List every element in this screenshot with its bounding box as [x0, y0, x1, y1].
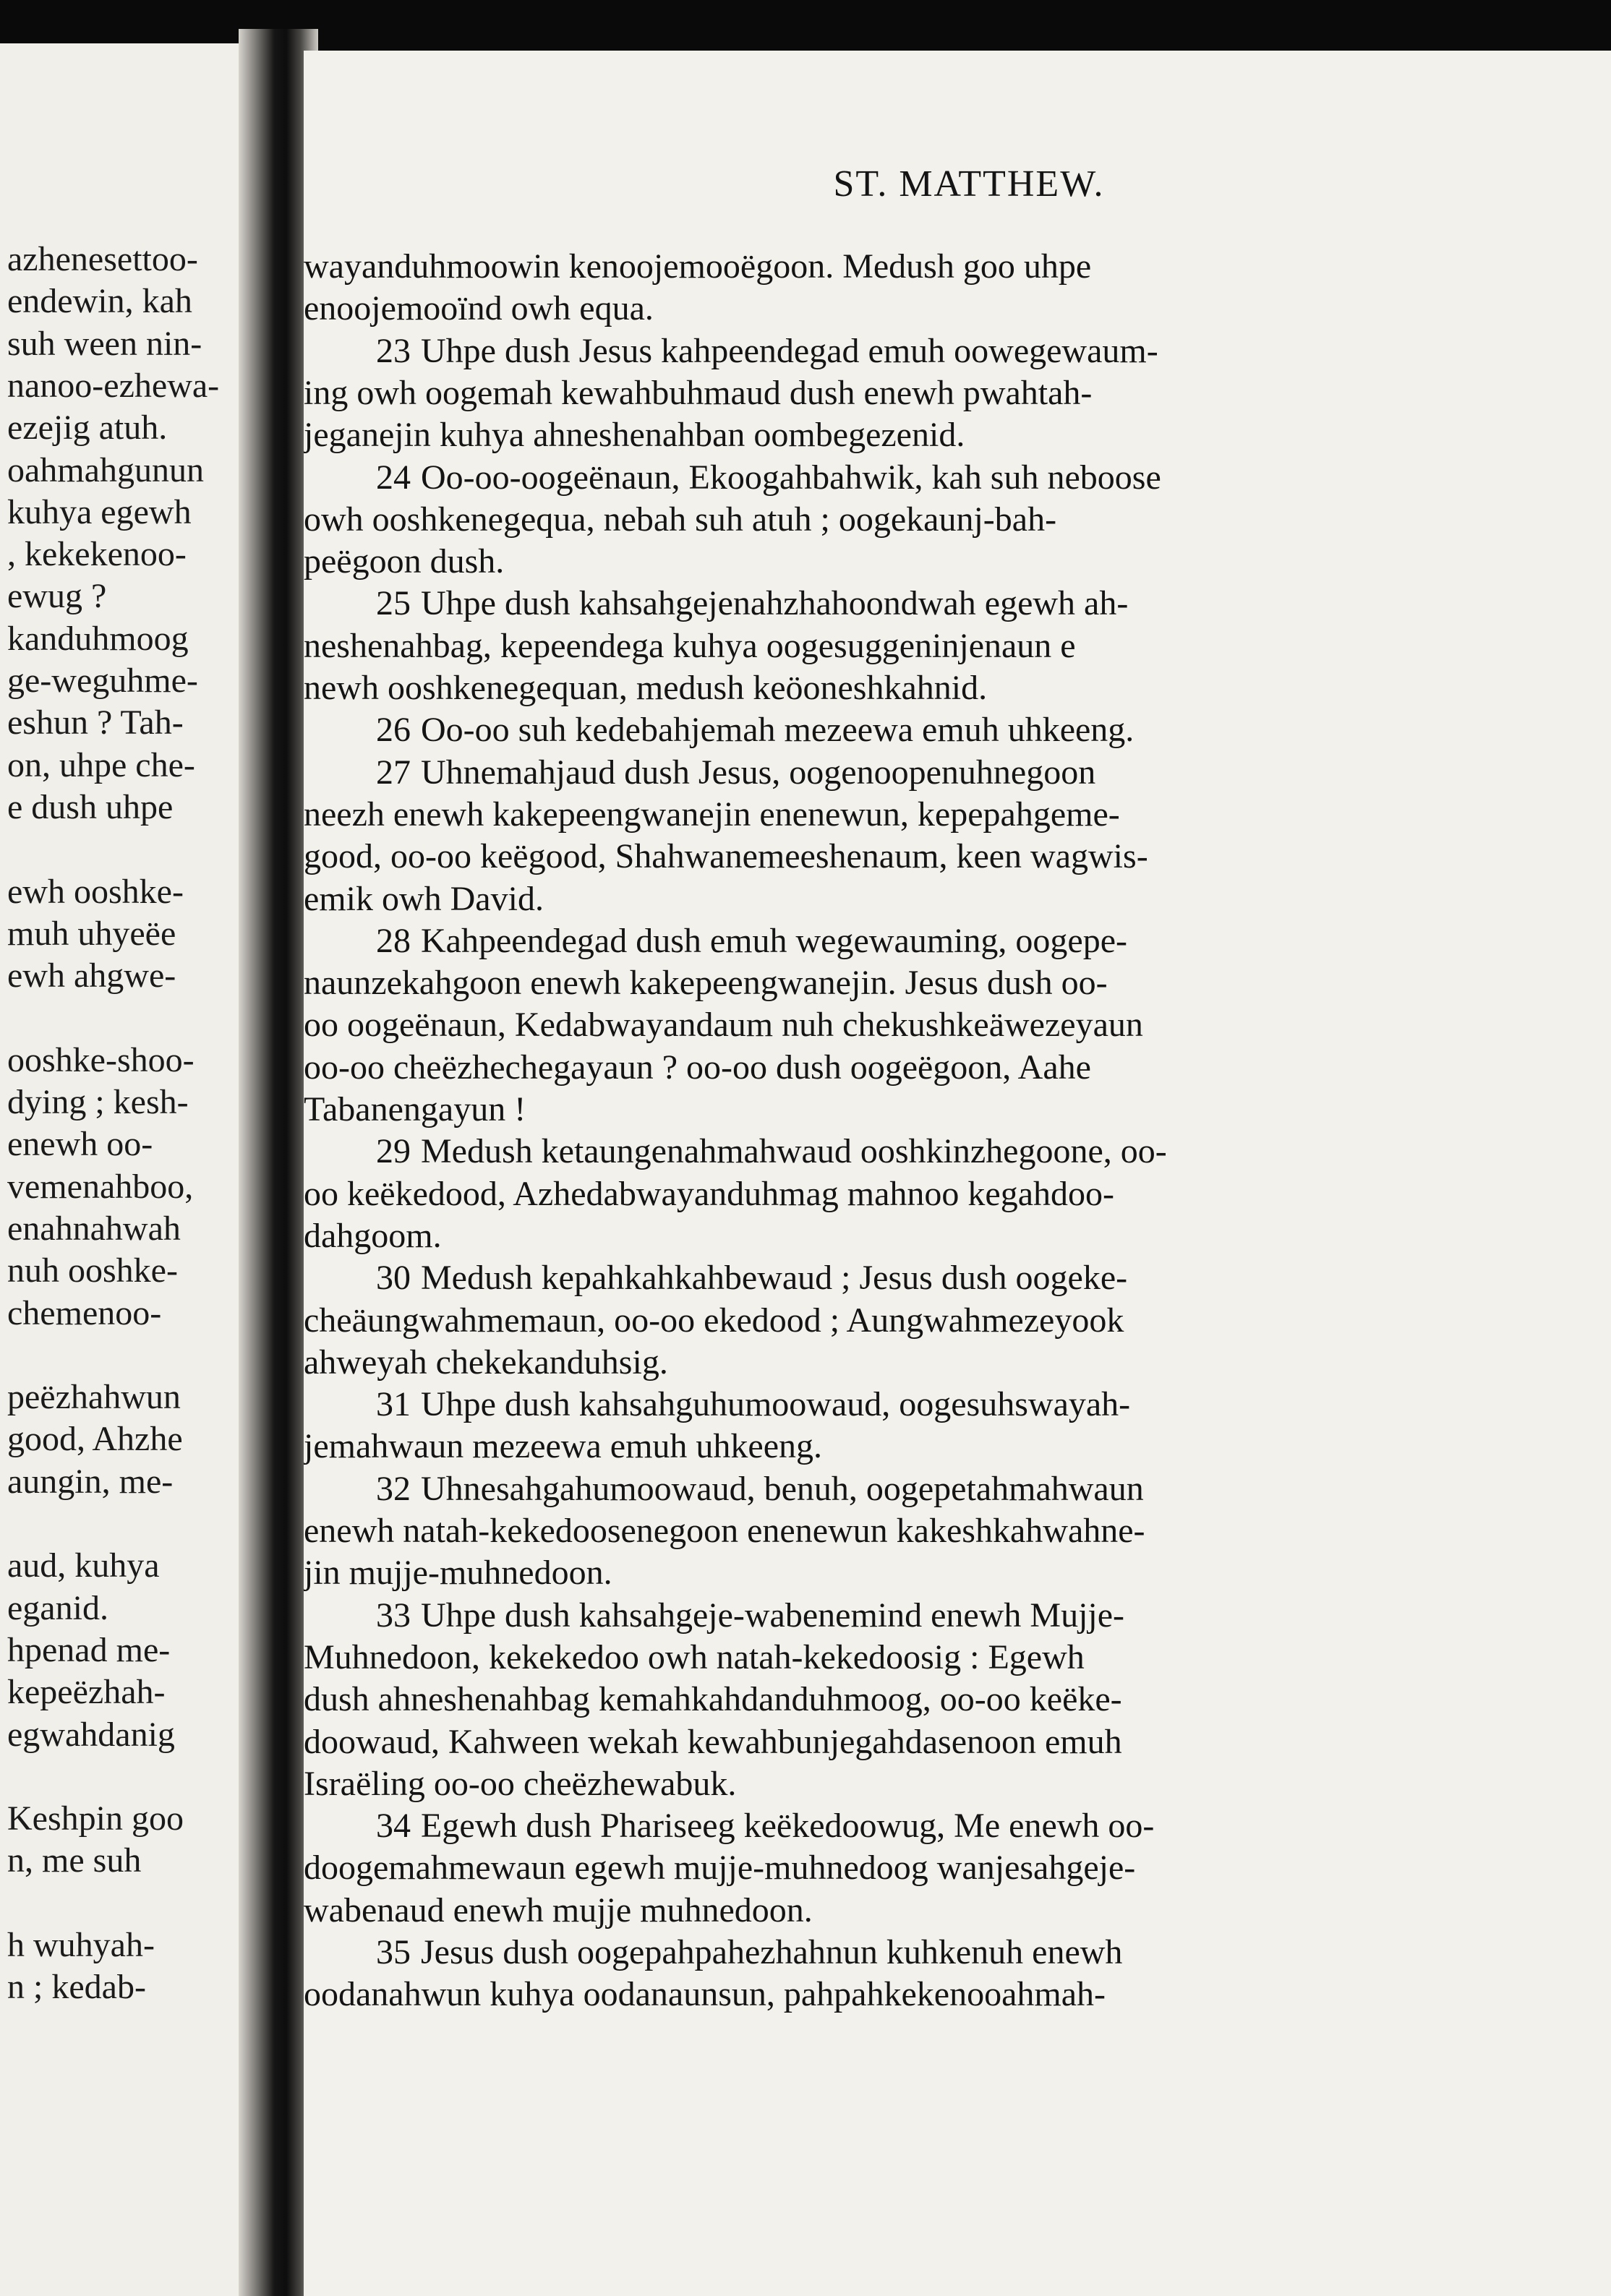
verse-number: 31: [376, 1385, 411, 1424]
text-line: [304, 1300, 1124, 1342]
text-line: [304, 962, 1108, 1004]
left-page-line: muh uhyeëe: [7, 914, 176, 953]
verse-number: 24: [376, 458, 411, 497]
line-text: Uhpe dush Jesus kahpeendegad emuh oowegewaum-: [421, 331, 1158, 370]
line-text: doogemahmewaun egewh mujje-muhnedoog wanjesahgeje-: [304, 1849, 1136, 1888]
text-line: [304, 1721, 1122, 1763]
left-page-line: oahmahgunun: [7, 450, 204, 489]
verse-number: 32: [376, 1469, 411, 1508]
left-page-line: azhenesettoo-: [7, 240, 198, 278]
left-page-line: ge-weguhme-: [7, 661, 198, 700]
left-page-line: ewug ?: [7, 577, 107, 616]
text-line: [304, 288, 654, 330]
left-page-line: on, uhpe che-: [7, 745, 195, 784]
text-line: [304, 1637, 1085, 1679]
line-text: good, oo-oo keëgood, Shahwanemeeshenaum, keen wagwis-: [304, 837, 1148, 876]
line-text: neshenahbag, kepeendega kuhya oogesuggeninjenaun e: [304, 626, 1076, 665]
verse-number: 27: [376, 753, 411, 792]
page-title: ST. MATTHEW.: [833, 163, 1105, 205]
verse-line: [376, 1468, 1144, 1510]
line-text: emik owh David.: [304, 879, 544, 918]
line-text: Oo-oo suh kedebahjemah mezeewa emuh uhkeeng.: [421, 711, 1134, 750]
verse-line: [376, 330, 1158, 372]
text-line: [304, 1342, 668, 1384]
text-line: [304, 1426, 822, 1468]
right-page: [304, 51, 1611, 2296]
verse-line: [376, 752, 1095, 794]
line-text: jin mujje-muhnedoon.: [304, 1554, 612, 1593]
left-page-line: ooshke-shoo-: [7, 1040, 195, 1079]
line-text: enoojemooïnd owh equa.: [304, 289, 654, 328]
line-text: doowaud, Kahween wekah kewahbunjegahdasenoon emuh: [304, 1722, 1122, 1761]
line-text: oo keëkedood, Azhedabwayanduhmag mahnoo kegahdoo-: [304, 1174, 1114, 1213]
text-line: [304, 1215, 442, 1257]
left-page-line: h wuhyah-: [7, 1926, 155, 1964]
left-page-line: Keshpin goo: [7, 1799, 184, 1838]
left-page-line: endewin, kah: [7, 282, 192, 321]
text-line: [304, 541, 504, 583]
line-text: Egewh dush Phariseeg keëkedoowug, Me enewh oo-: [421, 1807, 1155, 1846]
line-text: Muhnedoon, kekekedoo owh natah-kekedoosig : Egewh: [304, 1637, 1085, 1676]
line-text: oo-oo cheëzhechegayaun ? oo-oo dush oogeëgoon, Aahe: [304, 1048, 1091, 1087]
line-text: dahgoom.: [304, 1216, 442, 1255]
line-text: Uhpe dush kahsahgeje-wabenemind enewh Mujje-: [421, 1595, 1125, 1635]
verse-number: 34: [376, 1807, 411, 1846]
line-text: Uhnemahjaud dush Jesus, oogenoopenuhnegoon: [421, 753, 1096, 792]
line-text: jemahwaun mezeewa emuh uhkeeng.: [304, 1427, 823, 1466]
line-text: Medush kepahkahkahbewaud ; Jesus dush oogeke-: [421, 1259, 1128, 1298]
line-text: cheäungwahmemaun, oo-oo ekedood ; Aungwahmezeyook: [304, 1301, 1124, 1340]
left-page-line: eshun ? Tah-: [7, 703, 184, 742]
text-line: [304, 1173, 1114, 1215]
text-line: [304, 1847, 1135, 1889]
left-page-line: kuhya egewh: [7, 492, 192, 531]
line-text: jeganejin kuhya ahneshenahban oombegezenid.: [304, 416, 965, 455]
text-line: [304, 1974, 1106, 2016]
line-text: Uhpe dush kahsahgejenahzhahoondwah egewh ah-: [421, 584, 1129, 623]
left-page-line: hpenad me-: [7, 1630, 171, 1669]
left-page-line: peëzhahwun: [7, 1378, 181, 1417]
line-text: peëgoon dush.: [304, 542, 505, 581]
verse-number: 33: [376, 1595, 411, 1635]
verse-number: 26: [376, 711, 411, 750]
verse-line: [376, 920, 1127, 962]
left-page-line: suh ween nin-: [7, 324, 202, 363]
text-line: [304, 878, 544, 920]
line-text: neezh enewh kakepeengwanejin enenewun, kepepahgeme-: [304, 794, 1120, 834]
left-page-line: kanduhmoog: [7, 619, 189, 658]
verse-number: 23: [376, 331, 411, 370]
verse-line: [376, 1595, 1124, 1637]
line-text: naunzekahgoon enewh kakepeengwanejin. Jesus dush oo-: [304, 964, 1108, 1003]
text-line: [304, 499, 1056, 541]
line-text: Uhnesahgahumoowaud, benuh, oogepetahmahwaun: [421, 1469, 1144, 1508]
left-page-fragment: [0, 43, 275, 2296]
text-line: [304, 1890, 813, 1932]
left-page-line: kepeëzhah-: [7, 1673, 166, 1712]
left-page-line: vemenahboo,: [7, 1167, 194, 1206]
left-page-line: ewh ahgwe-: [7, 956, 176, 995]
line-text: Jesus dush oogepahpahezhahnun kuhkenuh enewh: [421, 1933, 1123, 1971]
text-line: [304, 1047, 1091, 1089]
left-page-line: n, me suh: [7, 1841, 142, 1880]
text-line: [304, 372, 1092, 414]
left-page-line: aud, kuhya: [7, 1546, 160, 1585]
line-text: oo oogeënaun, Kedabwayandaum nuh chekushkeäwezeyaun: [304, 1006, 1143, 1045]
left-page-line: good, Ahzhe: [7, 1420, 183, 1459]
left-page-line: , kekekenoo-: [7, 535, 187, 574]
verse-line: [376, 583, 1128, 625]
left-page-line: n ; kedab-: [7, 1968, 146, 2007]
verse-line: [376, 1932, 1122, 1974]
line-text: Oo-oo-oogeënaun, Ekoogahbahwik, kah suh neboose: [421, 458, 1161, 497]
line-text: Kahpeendegad dush emuh wegewauming, oogepe-: [421, 921, 1128, 960]
left-page-line: e dush uhpe: [7, 787, 174, 826]
text-line: [304, 1763, 736, 1805]
line-text: dush ahneshenahbag kemahkahdanduhmoog, oo-oo keëke-: [304, 1680, 1122, 1719]
verse-line: [376, 709, 1134, 751]
verse-line: [376, 1257, 1127, 1299]
verse-number: 35: [376, 1933, 411, 1971]
left-page-line: ewh ooshke-: [7, 872, 184, 911]
text-line: [304, 414, 965, 456]
left-page-line: chemenoo-: [7, 1293, 162, 1332]
line-text: wabenaud enewh mujje muhnedoon.: [304, 1890, 813, 1929]
line-text: oodanahwun kuhya oodanaunsun, pahpahkekenooahmah-: [304, 1975, 1106, 2014]
left-page-line: nuh ooshke-: [7, 1251, 178, 1290]
verse-line: [376, 1131, 1167, 1173]
text-line: [304, 625, 1076, 667]
left-page-line: aungin, me-: [7, 1462, 174, 1501]
line-text: owh ooshkenegequa, nebah suh atuh ; oogekaunj-bah-: [304, 500, 1057, 539]
line-text: Medush ketaungenahmahwaud ooshkinzhegoone, oo-: [421, 1132, 1167, 1171]
text-line: [304, 794, 1120, 836]
line-text: enewh natah-kekedoosenegoon enenewun kakeshkahwahne-: [304, 1512, 1145, 1550]
text-line: [304, 1552, 612, 1594]
text-line: [304, 667, 987, 709]
line-text: Israëling oo-oo cheëzhewabuk.: [304, 1764, 737, 1803]
text-line: [304, 1679, 1122, 1721]
verse-line: [376, 1384, 1130, 1426]
text-line: [304, 836, 1148, 878]
text-line: [304, 246, 1091, 288]
verse-number: 29: [376, 1132, 411, 1171]
text-line: [304, 1089, 526, 1131]
line-text: ahweyah chekekanduhsig.: [304, 1342, 668, 1382]
left-page-line: eganid.: [7, 1588, 108, 1627]
left-page-line: enewh oo-: [7, 1125, 153, 1164]
line-text: newh ooshkenegequan, medush keöoneshkahnid.: [304, 669, 988, 707]
left-page-line: egwahdanig: [7, 1715, 175, 1754]
line-text: wayanduhmoowin kenoojemooëgoon. Medush goo uhpe: [304, 247, 1092, 286]
verse-line: [376, 457, 1161, 499]
left-page-line: enahnahwah: [7, 1209, 181, 1248]
verse-number: 30: [376, 1259, 411, 1298]
left-page-line: dying ; kesh-: [7, 1083, 189, 1121]
verse-line: [376, 1805, 1154, 1847]
line-text: ing owh oogemah kewahbuhmaud dush enewh pwahtah-: [304, 373, 1093, 412]
line-text: Uhpe dush kahsahguhumoowaud, oogesuhswayah-: [421, 1385, 1131, 1424]
verse-number: 25: [376, 584, 411, 623]
left-page-line: ezejig atuh.: [7, 408, 168, 447]
left-page-line: nanoo-ezhewa-: [7, 366, 220, 405]
line-text: Tabanengayun !: [304, 1090, 526, 1128]
verse-number: 28: [376, 921, 411, 960]
text-line: [304, 1004, 1143, 1046]
text-line: [304, 1510, 1145, 1552]
